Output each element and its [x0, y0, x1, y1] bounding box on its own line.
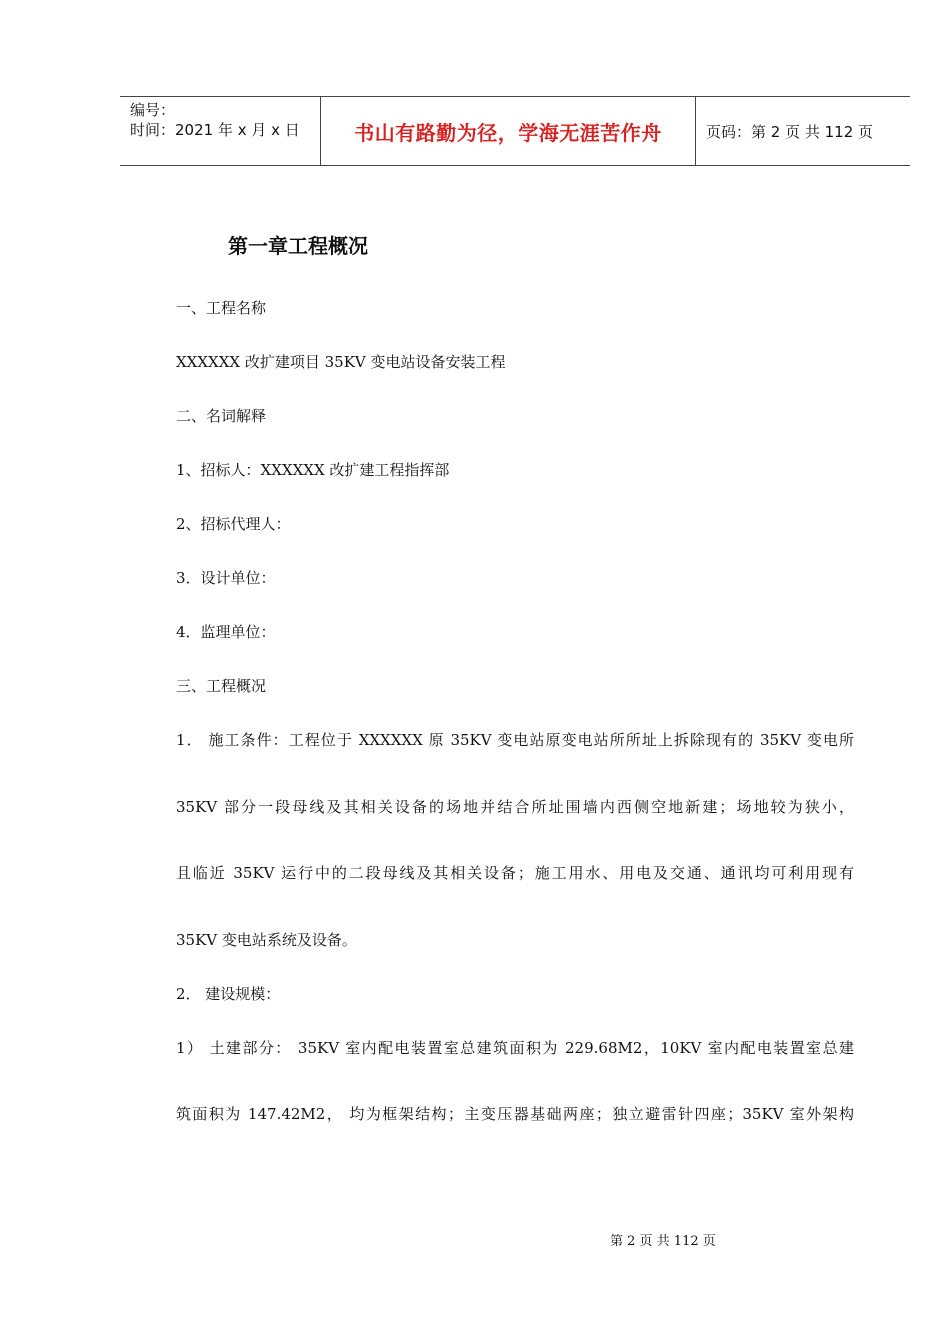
document-number-label: 编号：: [130, 101, 176, 119]
header-info-cell: [120, 97, 320, 165]
body-text: 1． 施工条件：工程位于 XXXXXX 原 35KV 变电站原变电站所所址上拆除现有的 35KV 变电所: [176, 731, 854, 749]
body-text: 1、招标人：XXXXXX 改扩建工程指挥部: [176, 461, 450, 479]
header-page-cell: [696, 97, 910, 165]
body-text: 35KV 部分一段母线及其相关设备的场地并结合所址围墙内西侧空地新建；场地较为狭小，: [176, 798, 854, 816]
body-text: 3．设计单位：: [176, 569, 276, 587]
chapter-title: 第一章工程概况: [228, 234, 368, 258]
body-text: 2． 建设规模：: [176, 985, 281, 1003]
header-motto: 书山有路勤为径，学海无涯苦作舟: [354, 120, 662, 145]
body-text: 1） 土建部分： 35KV 室内配电装置室总建筑面积为 229.68M2，10KV 室内配电装置室总建: [176, 1039, 854, 1057]
section-heading: 三、工程概况: [176, 677, 267, 695]
body-text: 且临近 35KV 运行中的二段母线及其相关设备；施工用水、用电及交通、通讯均可利用现有: [176, 864, 854, 882]
header-motto-cell: [320, 97, 696, 165]
page-footer: 第 2 页 共 112 页: [610, 1234, 716, 1249]
page-header: [120, 96, 910, 166]
body-text: 筑面积为 147.42M2， 均为框架结构；主变压器基础两座；独立避雷针四座；35KV 室外架构: [176, 1105, 854, 1123]
section-heading: 二、名词解释: [176, 407, 267, 425]
body-text: 2、招标代理人：: [176, 515, 291, 533]
section-heading: 一、工程名称: [176, 299, 267, 317]
header-page-code: 页码：第 2 页 共 112 页: [706, 122, 874, 141]
document-date-label: 时间：2021 年 x 月 x 日: [130, 121, 300, 139]
body-text: XXXXXX 改扩建项目 35KV 变电站设备安装工程: [176, 353, 506, 371]
body-text: 35KV 变电站系统及设备。: [176, 931, 357, 949]
body-text: 4．监理单位：: [176, 623, 276, 641]
